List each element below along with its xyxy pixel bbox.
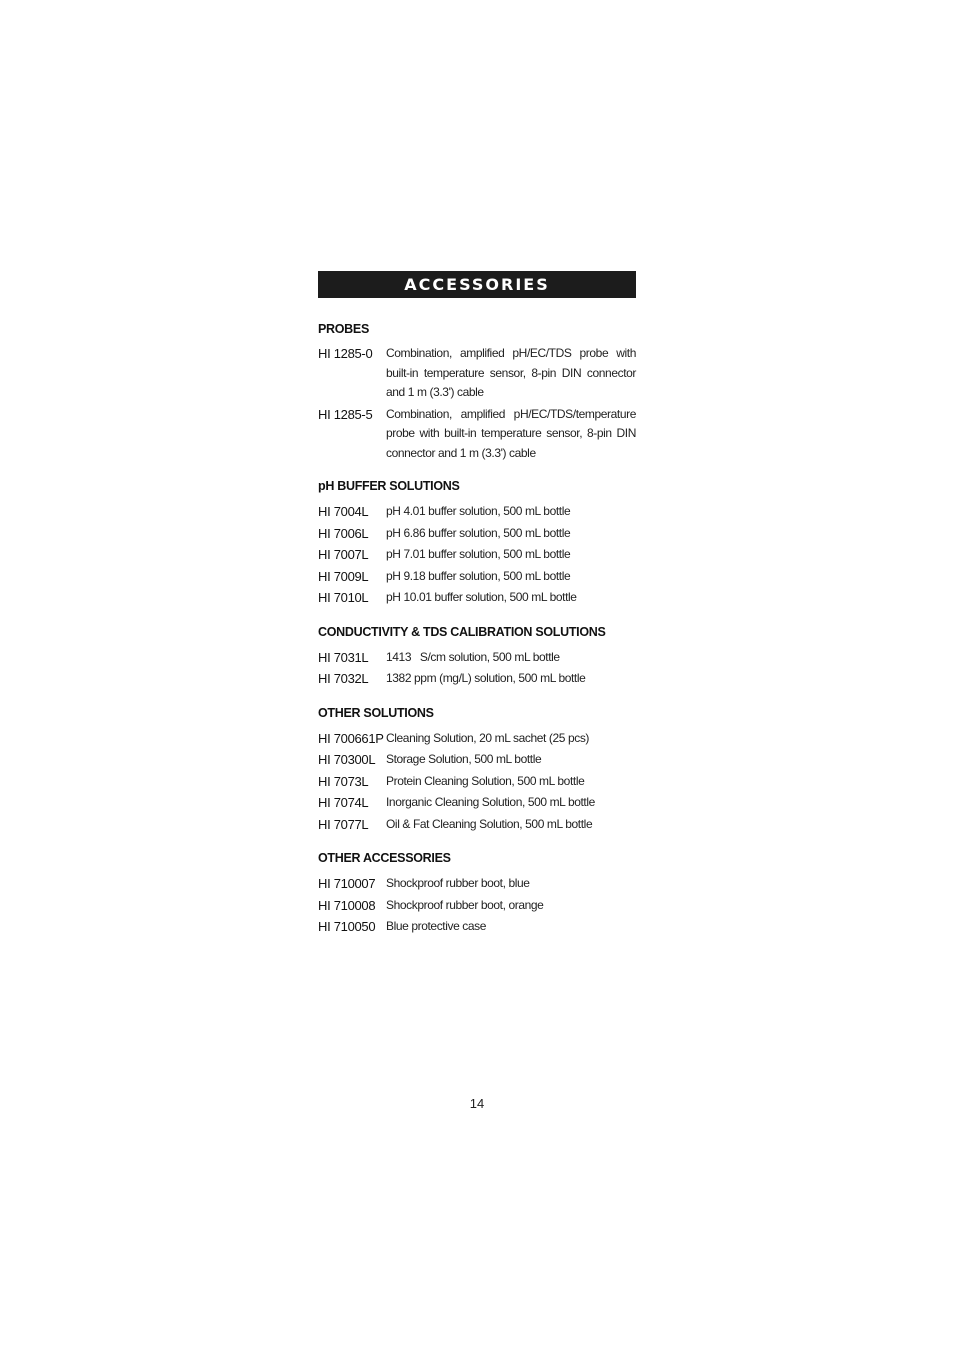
item-code: HI 7031L xyxy=(318,649,369,665)
list-item xyxy=(318,792,636,814)
section-other-accessories xyxy=(318,849,636,938)
item-code: HI 7009L xyxy=(318,568,369,584)
section-title: OTHER ACCESSORIES xyxy=(318,851,451,865)
item-code: HI 70300L xyxy=(318,752,376,767)
item-description: Shockproof rubber boot, orange xyxy=(386,897,544,912)
item-description: Storage Solution, 500 mL bottle xyxy=(386,752,542,766)
section-title: CONDUCTIVITY & TDS CALIBRATION SOLUTIONS xyxy=(318,624,606,639)
item-code: HI 7077L xyxy=(318,816,369,832)
item-description: pH 10.01 buffer solution, 500 mL bottle xyxy=(386,590,577,604)
item-description: Shockproof rubber boot, blue xyxy=(386,876,530,890)
list-item xyxy=(318,405,636,464)
item-description: Protein Cleaning Solution, 500 mL bottle xyxy=(386,773,585,788)
page-header-bar xyxy=(318,271,636,298)
section-probes xyxy=(318,320,636,463)
section-title: PROBES xyxy=(318,322,369,336)
item-code: HI 7074L xyxy=(318,795,369,810)
item-code: HI 7006L xyxy=(318,525,369,541)
accessories-content xyxy=(318,320,636,952)
list-item xyxy=(318,566,636,588)
list-item xyxy=(318,544,636,566)
list-item xyxy=(318,728,636,750)
page-title: ACCESSORIES xyxy=(404,275,550,294)
list-item xyxy=(318,587,636,609)
item-description: pH 6.86 buffer solution, 500 mL bottle xyxy=(386,525,571,540)
item-code: HI 7004L xyxy=(318,504,369,519)
item-code: HI 700661P xyxy=(318,730,384,746)
section-title: pH BUFFER SOLUTIONS xyxy=(318,479,460,493)
item-description: Combination, amplified pH/EC/TDS probe with built-in temperature sensor, 8-pin DIN connector and 1 m (3.3') cable xyxy=(386,346,636,399)
item-description: Oil & Fat Cleaning Solution, 500 mL bottle xyxy=(386,816,593,831)
item-code: HI 7073L xyxy=(318,773,369,789)
list-item xyxy=(318,668,636,690)
list-item xyxy=(318,771,636,793)
item-description: Cleaning Solution, 20 mL sachet (25 pcs) xyxy=(386,730,590,745)
item-description: 1382 ppm (mg/L) solution, 500 mL bottle xyxy=(386,671,586,685)
section-other-solutions xyxy=(318,704,636,836)
list-item xyxy=(318,344,636,403)
item-description: Combination, amplified pH/EC/TDS/temperature probe with built-in temperature sensor, 8-pin DIN connector and 1 m (3.3') cable xyxy=(386,406,636,460)
item-code: HI 7032L xyxy=(318,671,369,686)
item-description: pH 4.01 buffer solution, 500 mL bottle xyxy=(386,504,571,518)
list-item xyxy=(318,814,636,836)
item-code: HI 710050 xyxy=(318,919,376,934)
page-number: 14 xyxy=(469,1096,485,1111)
item-description: pH 9.18 buffer solution, 500 mL bottle xyxy=(386,568,571,583)
list-item xyxy=(318,647,636,669)
list-item xyxy=(318,916,636,938)
section-ph-buffer-solutions xyxy=(318,477,636,609)
list-item xyxy=(318,501,636,523)
item-code: HI 1285-0 xyxy=(318,346,373,361)
item-code: HI 710008 xyxy=(318,897,376,913)
item-code: HI 7010L xyxy=(318,590,369,605)
item-description: Blue protective case xyxy=(386,919,487,933)
item-description: pH 7.01 buffer solution, 500 mL bottle xyxy=(386,547,571,561)
item-code: HI 1285-5 xyxy=(318,406,373,422)
list-item xyxy=(318,873,636,895)
section-title: OTHER SOLUTIONS xyxy=(318,705,434,720)
list-item xyxy=(318,895,636,917)
item-code: HI 710007 xyxy=(318,876,376,891)
list-item xyxy=(318,749,636,771)
item-code: HI 7007L xyxy=(318,547,369,562)
item-description: 1413 S/cm solution, 500 mL bottle xyxy=(386,649,560,664)
list-item xyxy=(318,523,636,545)
item-description: Inorganic Cleaning Solution, 500 mL bottle xyxy=(386,795,595,809)
section-conductivity-tds xyxy=(318,623,636,690)
